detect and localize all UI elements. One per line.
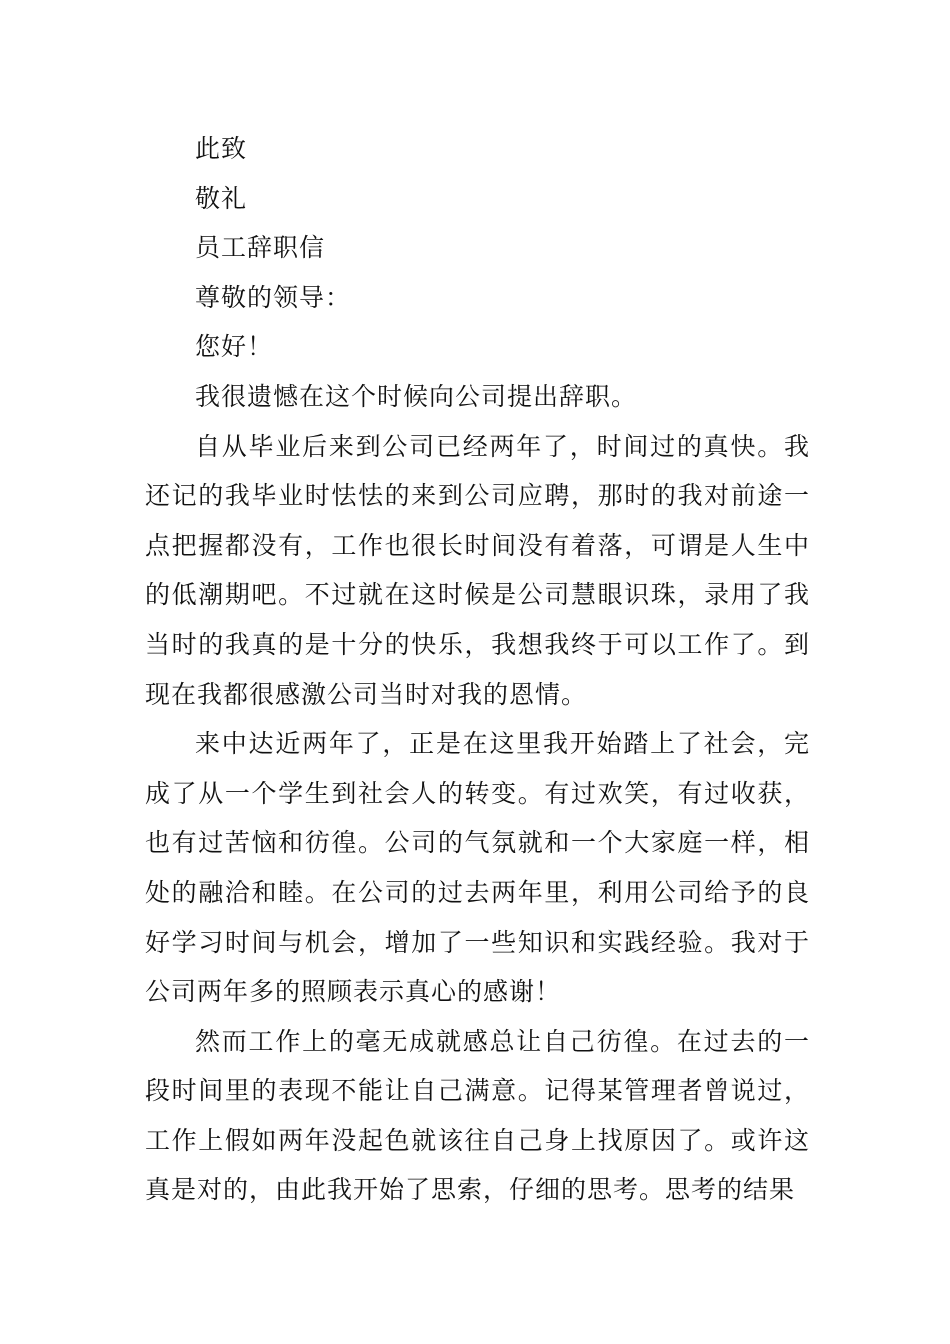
opening-statement: 我很遗憾在这个时候向公司提出辞职。 <box>195 381 638 411</box>
body-paragraph-2: 来中达近两年了，正是在这里我开始踏上了社会，完成了从一个学生到社会人的转变。有过欢笑，有过收获，也有过苦恼和彷徨。公司的气氛就和一个大家庭一样，相处的融洽和睦。在公司的过去两年里，利用公司给予的良好学习时间与机会，增加了一些知识和实践经验。我对于公司两年多的照顾表示真心的感谢！ <box>145 729 810 1007</box>
letter-body <box>145 124 810 1215</box>
letter-title: 员工辞职信 <box>195 233 326 263</box>
body-paragraph-1: 自从毕业后来到公司已经两年了，时间过的真快。我还记的我毕业时怯怯的来到公司应聘，那时的我对前途一点把握都没有，工作也很长时间没有着落，可谓是人生中的低潮期吧。不过就在这时候是公司慧眼识珠，录用了我当时的我真的是十分的快乐，我想我终于可以工作了。到现在我都很感激公司当时对我的恩情。 <box>145 431 810 709</box>
body-paragraph-3: 然而工作上的毫无成就感总让自己彷徨。在过去的一段时间里的表现不能让自己满意。记得某管理者曾说过，工作上假如两年没起色就该往自己身上找原因了。或许这真是对的，由此我开始了思索，仔细的思考。思考的结果 <box>145 1026 810 1205</box>
closing-line-1: 此致 <box>195 134 248 163</box>
salutation: 尊敬的领导： <box>195 282 352 312</box>
greeting: 您好！ <box>195 332 274 362</box>
closing-line-2: 敬礼 <box>195 183 248 213</box>
